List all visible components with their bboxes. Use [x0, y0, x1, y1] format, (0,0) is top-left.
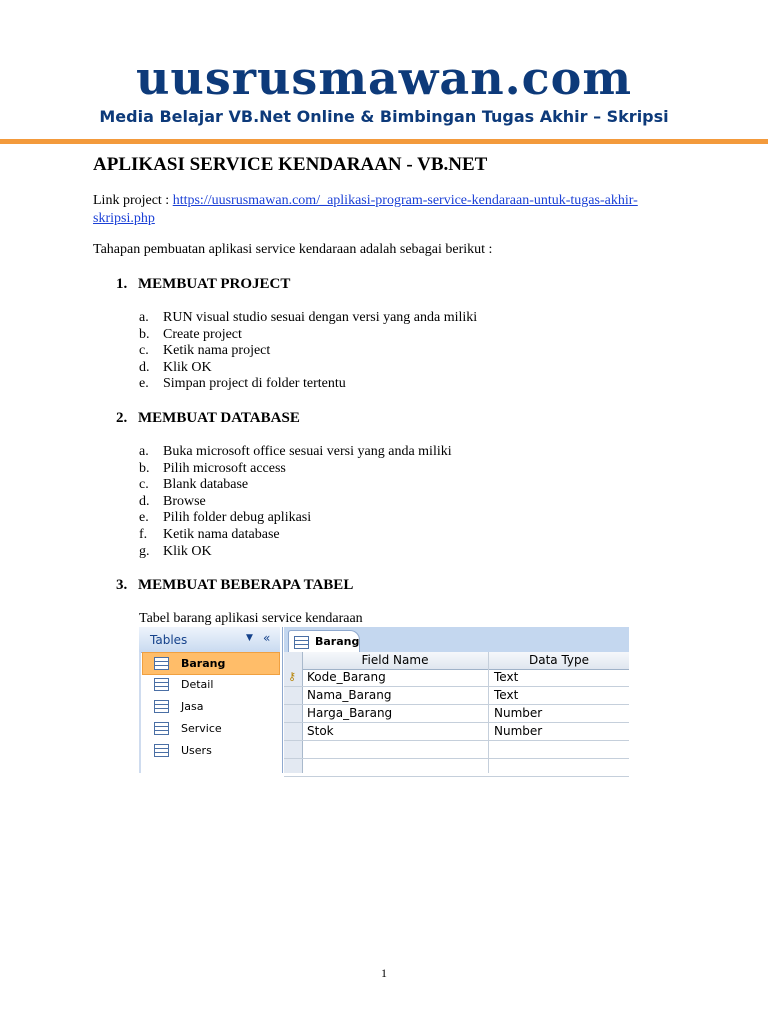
item-letter: a. [139, 310, 149, 325]
nav-item-label: Barang [181, 657, 226, 670]
step-list [139, 444, 452, 560]
item-text: Blank database [163, 477, 249, 493]
table-row[interactable] [284, 723, 629, 741]
item-letter: d. [139, 359, 150, 375]
grid-header-row [284, 652, 629, 670]
table-icon [154, 700, 169, 713]
table-icon [154, 678, 169, 691]
section-heading [116, 410, 300, 427]
table-design-pane [284, 627, 629, 773]
data-type-cell[interactable]: Number [494, 724, 543, 738]
nav-item-barang[interactable] [142, 652, 280, 675]
list-item [139, 310, 477, 327]
tab-label: Barang [315, 635, 360, 648]
table-icon [294, 636, 309, 649]
table-row[interactable] [284, 705, 629, 723]
list-item [139, 343, 477, 360]
data-type-cell[interactable]: Number [494, 706, 543, 720]
item-letter: e. [139, 510, 149, 526]
item-letter: b. [139, 326, 150, 342]
item-letter: e. [139, 376, 149, 392]
data-type-cell[interactable]: Text [494, 670, 519, 684]
list-item [139, 444, 452, 461]
list-item [139, 494, 452, 511]
table-row[interactable] [284, 669, 629, 687]
item-text: Ketik nama project [163, 343, 271, 359]
site-title: uusrusmawan.com [135, 51, 633, 105]
project-link-line [93, 192, 693, 228]
item-letter: f. [139, 526, 148, 542]
primary-key-icon: ⚷ [288, 670, 297, 683]
nav-item-jasa[interactable] [143, 696, 280, 717]
tab-barang[interactable] [288, 630, 360, 653]
section-title: MEMBUAT PROJECT [138, 276, 291, 292]
list-item [139, 360, 477, 377]
section-heading [116, 276, 290, 293]
item-text: Ketik nama database [163, 526, 280, 542]
item-text: Klik OK [163, 359, 212, 375]
navigation-pane [139, 627, 283, 773]
nav-item-users[interactable] [143, 740, 280, 761]
table-icon [154, 722, 169, 735]
section-heading [116, 577, 353, 594]
section-title: MEMBUAT BEBERAPA TABEL [138, 577, 354, 593]
list-item [139, 461, 452, 478]
item-letter: d. [139, 493, 150, 509]
access-table-design-screenshot [139, 627, 629, 773]
nav-item-label: Detail [181, 678, 214, 691]
table-row-empty[interactable] [284, 759, 629, 777]
link-prefix: Link project : [93, 193, 173, 208]
section-number: 3. [116, 577, 128, 593]
step-list [139, 310, 477, 393]
nav-pane-edge [139, 652, 141, 773]
item-letter: a. [139, 444, 149, 459]
item-letter: b. [139, 460, 150, 476]
nav-item-label: Service [181, 722, 222, 735]
navigation-pane-header[interactable] [139, 627, 280, 653]
field-name-cell[interactable]: Nama_Barang [307, 688, 392, 702]
item-text: Klik OK [163, 543, 212, 559]
section-number: 2. [116, 410, 128, 426]
list-item [139, 477, 452, 494]
item-text: Pilih folder debug aplikasi [163, 510, 312, 526]
section-number: 1. [116, 276, 128, 292]
data-type-cell[interactable]: Text [494, 688, 519, 702]
header-divider [0, 139, 768, 144]
column-header-field-name[interactable]: Field Name [361, 653, 429, 667]
nav-item-label: Jasa [181, 700, 204, 713]
nav-item-service[interactable] [143, 718, 280, 739]
project-link[interactable]: https://uusrusmawan.com/_aplikasi-program-service-kendaraan-untuk-tugas-akhir-skripsi.php [93, 193, 638, 226]
table-row[interactable] [284, 687, 629, 705]
list-item [139, 544, 452, 561]
item-text: Browse [163, 493, 206, 509]
item-letter: c. [139, 343, 149, 359]
nav-item-detail[interactable] [143, 674, 280, 695]
section-title: MEMBUAT DATABASE [138, 410, 300, 426]
document-tab-strip [284, 627, 629, 652]
page-header [0, 0, 768, 150]
table-icon [154, 657, 169, 670]
site-tagline: Media Belajar VB.Net Online & Bimbingan Tugas Akhir – Skripsi [99, 107, 669, 126]
field-name-cell[interactable]: Stok [307, 724, 334, 738]
page-number: 1 [381, 966, 387, 980]
figure-caption: Tabel barang aplikasi service kendaraan [139, 611, 363, 626]
chevron-down-icon[interactable]: ▼ [246, 633, 253, 643]
field-name-cell[interactable]: Harga_Barang [307, 706, 393, 720]
double-chevron-left-icon[interactable]: « [263, 631, 271, 645]
list-item [139, 527, 452, 544]
item-text: Buka microsoft office sesuai versi yang anda miliki [163, 444, 452, 459]
item-letter: g. [139, 543, 150, 559]
item-text: RUN visual studio sesuai dengan versi yang anda miliki [163, 310, 478, 325]
list-item [139, 327, 477, 344]
nav-item-label: Users [181, 744, 212, 757]
item-text: Pilih microsoft access [163, 460, 286, 476]
nav-pane-title: Tables [150, 633, 188, 647]
intro-text: Tahapan pembuatan aplikasi service kendaraan adalah sebagai berikut : [93, 242, 493, 257]
table-icon [154, 744, 169, 757]
list-item [139, 510, 452, 527]
table-row-empty[interactable] [284, 741, 629, 759]
column-header-data-type[interactable]: Data Type [528, 653, 590, 667]
item-text: Simpan project di folder tertentu [163, 376, 346, 392]
document-title: APLIKASI SERVICE KENDARAAN - VB.NET [93, 154, 488, 175]
item-text: Create project [163, 326, 242, 342]
field-name-cell[interactable]: Kode_Barang [307, 670, 386, 684]
item-letter: c. [139, 477, 149, 493]
list-item [139, 376, 477, 393]
